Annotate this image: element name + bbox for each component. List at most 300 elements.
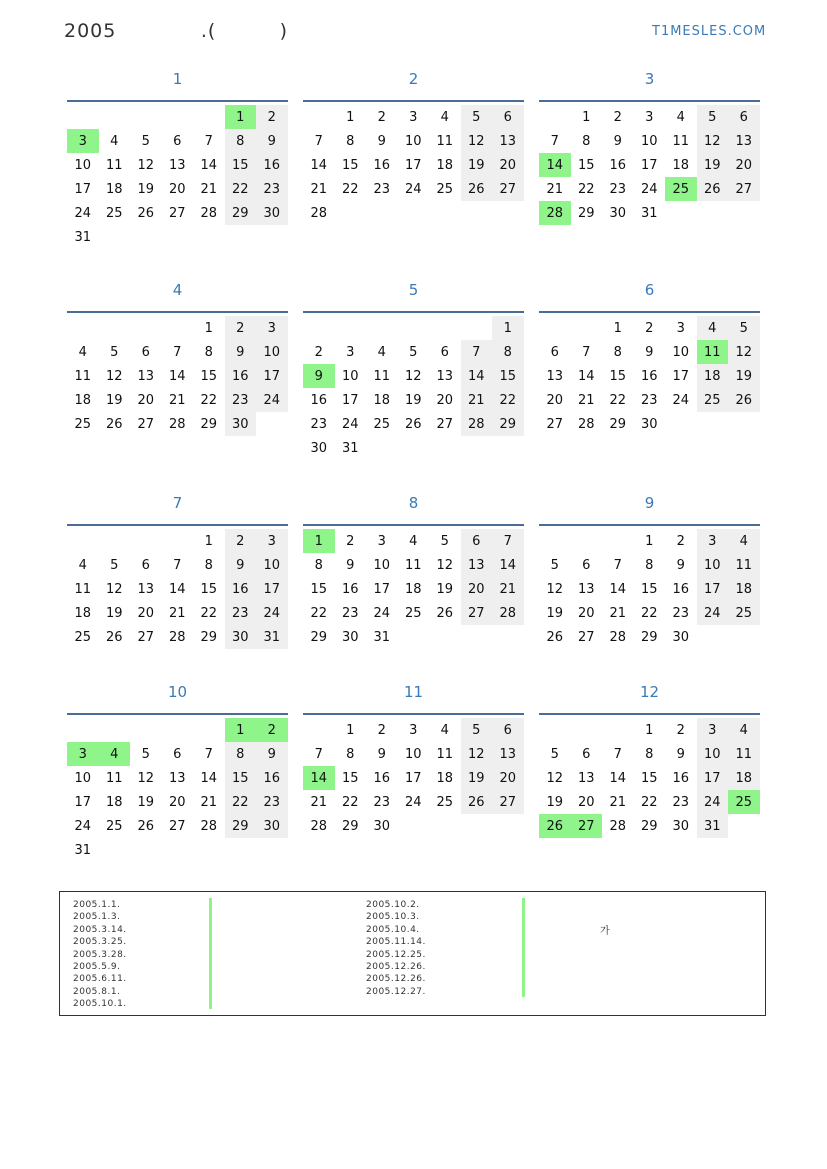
day-cell: 4 xyxy=(697,316,729,340)
day-cell: 25 xyxy=(74,416,92,432)
day-cell: 6 xyxy=(173,746,182,762)
day-cell: 30 xyxy=(373,818,391,834)
month-title: 11 xyxy=(403,683,424,701)
month-title: 1 xyxy=(172,70,183,88)
day-cell: 11 xyxy=(105,770,123,786)
day-cell: 14 xyxy=(492,553,524,577)
day-cell: 1 xyxy=(582,109,591,125)
day-cell: 12 xyxy=(105,368,123,384)
day-cell: 9 xyxy=(256,129,288,153)
day-cell: 19 xyxy=(137,794,155,810)
day-cell: 10 xyxy=(256,553,288,577)
day-cell: 17 xyxy=(74,181,92,197)
day-cell: 21 xyxy=(546,181,564,197)
empty-day-cell xyxy=(162,225,194,249)
day-cell: 24 xyxy=(256,388,288,412)
day-cell: 16 xyxy=(225,364,257,388)
empty-day-cell xyxy=(193,105,225,129)
day-cell: 16 xyxy=(672,581,690,597)
empty-day-cell xyxy=(99,316,131,340)
day-cell: 19 xyxy=(404,392,422,408)
day-grid xyxy=(67,105,288,249)
day-cell: 29 xyxy=(492,412,524,436)
holiday-date: 2005.12.25. xyxy=(366,949,426,960)
day-cell: 1 xyxy=(346,722,355,738)
day-cell: 12 xyxy=(546,770,564,786)
day-cell: 30 xyxy=(310,440,328,456)
empty-day-cell xyxy=(162,105,194,129)
day-cell: 24 xyxy=(404,181,422,197)
day-cell: 11 xyxy=(74,581,92,597)
month-10 xyxy=(67,683,288,862)
holiday-date: 2005.10.2. xyxy=(366,900,420,910)
day-cell: 16 xyxy=(256,153,288,177)
site-brand-link[interactable]: T1MESLES.COM xyxy=(652,24,767,39)
day-cell: 24 xyxy=(373,605,391,621)
month-divider xyxy=(67,524,288,526)
day-cell: 26 xyxy=(539,814,571,838)
day-cell: 2 xyxy=(314,344,323,360)
day-cell: 29 xyxy=(341,818,359,834)
empty-day-cell xyxy=(728,814,760,838)
day-cell: 2 xyxy=(256,718,288,742)
day-cell: 13 xyxy=(436,368,454,384)
day-cell: 10 xyxy=(640,133,658,149)
holiday-date: 2005.1.3. xyxy=(73,912,121,923)
empty-day-cell xyxy=(67,316,99,340)
day-cell: 22 xyxy=(200,605,218,621)
day-cell: 21 xyxy=(310,181,328,197)
day-cell: 19 xyxy=(697,153,729,177)
day-cell: 1 xyxy=(225,718,257,742)
day-cell: 28 xyxy=(492,601,524,625)
empty-day-cell xyxy=(162,718,194,742)
day-cell: 1 xyxy=(204,320,213,336)
day-cell: 3 xyxy=(676,320,685,336)
day-cell: 21 xyxy=(200,181,218,197)
day-cell: 27 xyxy=(546,416,564,432)
day-cell: 18 xyxy=(697,364,729,388)
day-cell: 20 xyxy=(436,392,454,408)
day-cell: 4 xyxy=(728,718,760,742)
day-cell: 6 xyxy=(461,529,493,553)
day-cell: 6 xyxy=(492,718,524,742)
day-cell: 18 xyxy=(404,581,422,597)
day-cell: 20 xyxy=(728,153,760,177)
day-cell: 11 xyxy=(74,368,92,384)
day-cell: 5 xyxy=(440,533,449,549)
day-cell: 8 xyxy=(645,557,654,573)
day-cell: 3 xyxy=(645,109,654,125)
day-cell: 29 xyxy=(577,205,595,221)
day-cell: 30 xyxy=(672,818,690,834)
day-cell: 11 xyxy=(373,368,391,384)
empty-day-cell xyxy=(162,316,194,340)
empty-day-cell xyxy=(303,316,335,340)
day-cell: 4 xyxy=(99,742,131,766)
day-cell: 12 xyxy=(461,742,493,766)
day-cell: 22 xyxy=(492,388,524,412)
day-cell: 2 xyxy=(676,533,685,549)
empty-day-cell xyxy=(539,718,571,742)
day-cell: 1 xyxy=(303,529,335,553)
day-cell: 28 xyxy=(609,629,627,645)
day-cell: 15 xyxy=(609,368,627,384)
day-cell: 27 xyxy=(137,416,155,432)
day-cell: 21 xyxy=(461,388,493,412)
empty-day-cell xyxy=(130,105,162,129)
day-cell: 8 xyxy=(582,133,591,149)
day-cell: 7 xyxy=(461,340,493,364)
month-divider xyxy=(539,100,760,102)
day-cell: 14 xyxy=(303,766,335,790)
day-cell: 15 xyxy=(341,157,359,173)
empty-day-cell xyxy=(162,529,194,553)
day-cell: 27 xyxy=(137,629,155,645)
day-cell: 2 xyxy=(346,533,355,549)
day-cell: 29 xyxy=(640,818,658,834)
empty-day-cell xyxy=(539,316,571,340)
day-cell: 29 xyxy=(200,629,218,645)
empty-day-cell xyxy=(193,838,225,862)
day-cell: 12 xyxy=(546,581,564,597)
day-cell: 15 xyxy=(310,581,328,597)
day-cell: 4 xyxy=(728,529,760,553)
holiday-bar-left xyxy=(209,898,212,1009)
day-cell: 20 xyxy=(137,392,155,408)
day-cell: 13 xyxy=(492,129,524,153)
day-cell: 28 xyxy=(577,416,595,432)
day-cell: 19 xyxy=(461,153,493,177)
day-cell: 23 xyxy=(225,601,257,625)
month-title: 4 xyxy=(172,281,183,299)
month-title: 3 xyxy=(644,70,655,88)
empty-day-cell xyxy=(335,316,367,340)
day-cell: 25 xyxy=(697,388,729,412)
day-cell: 30 xyxy=(609,205,627,221)
day-cell: 7 xyxy=(204,746,213,762)
day-cell: 19 xyxy=(137,181,155,197)
day-cell: 24 xyxy=(697,790,729,814)
day-cell: 18 xyxy=(105,794,123,810)
empty-day-cell xyxy=(461,316,493,340)
day-cell: 26 xyxy=(728,388,760,412)
empty-day-cell xyxy=(67,105,99,129)
empty-day-cell xyxy=(461,625,493,649)
day-cell: 1 xyxy=(645,533,654,549)
day-cell: 3 xyxy=(256,529,288,553)
day-cell: 26 xyxy=(137,818,155,834)
day-cell: 7 xyxy=(314,746,323,762)
day-cell: 28 xyxy=(310,205,328,221)
empty-day-cell xyxy=(303,105,335,129)
holiday-date: 2005.3.28. xyxy=(73,949,127,960)
empty-day-cell xyxy=(571,529,603,553)
month-12 xyxy=(539,683,760,838)
empty-day-cell xyxy=(193,718,225,742)
day-cell: 16 xyxy=(609,157,627,173)
day-cell: 17 xyxy=(697,577,729,601)
day-cell: 10 xyxy=(256,340,288,364)
day-cell: 3 xyxy=(697,529,729,553)
empty-day-cell xyxy=(130,718,162,742)
holiday-bar-right xyxy=(522,898,525,997)
day-cell: 20 xyxy=(168,794,186,810)
empty-day-cell xyxy=(539,105,571,129)
day-cell: 14 xyxy=(609,770,627,786)
day-cell: 7 xyxy=(613,746,622,762)
day-cell: 17 xyxy=(256,364,288,388)
empty-day-cell xyxy=(728,412,760,436)
day-cell: 16 xyxy=(341,581,359,597)
day-cell: 14 xyxy=(168,581,186,597)
day-cell: 29 xyxy=(640,629,658,645)
day-cell: 11 xyxy=(404,557,422,573)
holiday-date: 2005.12.26. xyxy=(366,974,426,985)
day-cell: 11 xyxy=(728,742,760,766)
day-cell: 9 xyxy=(676,557,685,573)
day-cell: 19 xyxy=(728,364,760,388)
day-cell: 4 xyxy=(377,344,386,360)
day-cell: 30 xyxy=(672,629,690,645)
day-cell: 2 xyxy=(225,316,257,340)
day-grid xyxy=(303,316,524,460)
day-cell: 8 xyxy=(225,742,257,766)
day-cell: 4 xyxy=(78,344,87,360)
day-cell: 24 xyxy=(672,392,690,408)
day-cell: 15 xyxy=(640,770,658,786)
empty-day-cell xyxy=(99,529,131,553)
day-cell: 23 xyxy=(672,605,690,621)
day-cell: 11 xyxy=(672,133,690,149)
month-divider xyxy=(67,311,288,313)
day-cell: 23 xyxy=(341,605,359,621)
day-cell: 24 xyxy=(74,205,92,221)
day-cell: 2 xyxy=(377,722,386,738)
day-cell: 13 xyxy=(168,157,186,173)
month-divider xyxy=(539,524,760,526)
day-grid xyxy=(303,529,524,649)
day-cell: 5 xyxy=(141,133,150,149)
empty-day-cell xyxy=(256,225,288,249)
month-divider xyxy=(539,311,760,313)
empty-day-cell xyxy=(99,838,131,862)
empty-day-cell xyxy=(398,436,430,460)
day-cell: 12 xyxy=(697,129,729,153)
day-cell: 29 xyxy=(225,201,257,225)
month-title: 7 xyxy=(172,494,183,512)
day-cell: 17 xyxy=(74,794,92,810)
month-1 xyxy=(67,70,288,249)
day-cell: 31 xyxy=(74,842,92,858)
holiday-date: 2005.10.4. xyxy=(366,924,420,935)
day-cell: 15 xyxy=(200,368,218,384)
day-cell: 31 xyxy=(640,205,658,221)
day-cell: 26 xyxy=(105,416,123,432)
day-cell: 13 xyxy=(168,770,186,786)
day-cell: 14 xyxy=(539,153,571,177)
empty-day-cell xyxy=(303,718,335,742)
day-cell: 31 xyxy=(697,814,729,838)
day-cell: 27 xyxy=(168,205,186,221)
day-cell: 23 xyxy=(310,416,328,432)
day-cell: 18 xyxy=(672,157,690,173)
month-divider xyxy=(303,713,524,715)
month-title: 2 xyxy=(408,70,419,88)
empty-day-cell xyxy=(429,436,461,460)
day-cell: 4 xyxy=(440,109,449,125)
day-cell: 10 xyxy=(672,344,690,360)
day-cell: 21 xyxy=(577,392,595,408)
day-cell: 7 xyxy=(314,133,323,149)
day-cell: 25 xyxy=(728,790,760,814)
day-cell: 20 xyxy=(168,181,186,197)
day-cell: 16 xyxy=(373,157,391,173)
day-cell: 6 xyxy=(141,557,150,573)
day-cell: 20 xyxy=(492,766,524,790)
day-cell: 7 xyxy=(550,133,559,149)
day-cell: 30 xyxy=(640,416,658,432)
day-cell: 23 xyxy=(640,392,658,408)
holiday-list-left xyxy=(73,899,127,1011)
day-cell: 22 xyxy=(225,177,257,201)
day-cell: 15 xyxy=(225,766,257,790)
month-divider xyxy=(303,100,524,102)
day-cell: 30 xyxy=(256,814,288,838)
day-cell: 5 xyxy=(697,105,729,129)
day-cell: 27 xyxy=(728,177,760,201)
empty-day-cell xyxy=(461,814,493,838)
day-cell: 24 xyxy=(256,601,288,625)
day-cell: 18 xyxy=(728,766,760,790)
day-cell: 28 xyxy=(461,412,493,436)
day-cell: 14 xyxy=(200,770,218,786)
month-divider xyxy=(67,100,288,102)
day-cell: 22 xyxy=(640,794,658,810)
empty-day-cell xyxy=(162,838,194,862)
month-6 xyxy=(539,281,760,436)
day-grid xyxy=(303,718,524,838)
day-cell: 5 xyxy=(110,344,119,360)
day-cell: 28 xyxy=(609,818,627,834)
day-cell: 7 xyxy=(173,557,182,573)
day-cell: 14 xyxy=(200,157,218,173)
day-cell: 2 xyxy=(256,105,288,129)
empty-day-cell xyxy=(398,625,430,649)
empty-day-cell xyxy=(429,814,461,838)
day-cell: 11 xyxy=(697,340,729,364)
day-cell: 3 xyxy=(697,718,729,742)
day-cell: 5 xyxy=(110,557,119,573)
day-cell: 24 xyxy=(341,416,359,432)
day-cell: 6 xyxy=(550,344,559,360)
day-cell: 15 xyxy=(200,581,218,597)
empty-day-cell xyxy=(366,436,398,460)
empty-day-cell xyxy=(130,316,162,340)
day-cell: 5 xyxy=(461,105,493,129)
day-cell: 28 xyxy=(200,818,218,834)
day-cell: 15 xyxy=(225,153,257,177)
day-cell: 8 xyxy=(346,133,355,149)
empty-day-cell xyxy=(67,529,99,553)
empty-day-cell xyxy=(492,436,524,460)
month-11 xyxy=(303,683,524,838)
empty-day-cell xyxy=(728,625,760,649)
empty-day-cell xyxy=(429,316,461,340)
day-cell: 18 xyxy=(436,157,454,173)
day-cell: 19 xyxy=(105,392,123,408)
day-cell: 16 xyxy=(373,770,391,786)
month-title: 9 xyxy=(644,494,655,512)
empty-day-cell xyxy=(539,529,571,553)
day-cell: 27 xyxy=(492,177,524,201)
day-cell: 12 xyxy=(728,340,760,364)
day-cell: 29 xyxy=(200,416,218,432)
day-cell: 16 xyxy=(640,368,658,384)
day-cell: 3 xyxy=(409,109,418,125)
empty-day-cell xyxy=(429,625,461,649)
holiday-date: 2005.12.26. xyxy=(366,962,426,973)
day-cell: 20 xyxy=(492,153,524,177)
day-cell: 7 xyxy=(582,344,591,360)
month-3 xyxy=(539,70,760,225)
holiday-date: 2005.12.27. xyxy=(366,986,426,997)
empty-day-cell xyxy=(99,718,131,742)
day-cell: 1 xyxy=(492,316,524,340)
empty-day-cell xyxy=(256,412,288,436)
day-cell: 6 xyxy=(582,746,591,762)
empty-day-cell xyxy=(99,225,131,249)
holiday-date: 2005.8.1. xyxy=(73,986,121,997)
day-cell: 28 xyxy=(168,629,186,645)
day-cell: 6 xyxy=(492,105,524,129)
day-cell: 20 xyxy=(137,605,155,621)
day-cell: 30 xyxy=(341,629,359,645)
day-cell: 19 xyxy=(546,794,564,810)
day-cell: 13 xyxy=(461,553,493,577)
day-cell: 21 xyxy=(609,605,627,621)
day-cell: 15 xyxy=(341,770,359,786)
day-cell: 25 xyxy=(665,177,697,201)
day-cell: 13 xyxy=(577,581,595,597)
holiday-date: 2005.11.14. xyxy=(366,937,426,948)
day-grid xyxy=(67,316,288,436)
day-cell: 6 xyxy=(440,344,449,360)
day-cell: 26 xyxy=(546,629,564,645)
day-cell: 8 xyxy=(204,344,213,360)
holiday-date: 2005.3.25. xyxy=(73,937,127,948)
holiday-date: 2005.1.1. xyxy=(73,900,121,910)
day-cell: 12 xyxy=(105,581,123,597)
empty-day-cell xyxy=(665,201,697,225)
day-cell: 18 xyxy=(74,392,92,408)
day-cell: 14 xyxy=(461,364,493,388)
day-cell: 14 xyxy=(609,581,627,597)
month-4 xyxy=(67,281,288,436)
month-title: 8 xyxy=(408,494,419,512)
day-cell: 7 xyxy=(613,557,622,573)
day-cell: 20 xyxy=(577,794,595,810)
day-cell: 1 xyxy=(225,105,257,129)
month-divider xyxy=(539,713,760,715)
day-cell: 14 xyxy=(168,368,186,384)
day-cell: 31 xyxy=(341,440,359,456)
day-cell: 21 xyxy=(492,577,524,601)
day-cell: 13 xyxy=(546,368,564,384)
day-cell: 22 xyxy=(225,790,257,814)
day-cell: 5 xyxy=(550,746,559,762)
day-cell: 5 xyxy=(728,316,760,340)
